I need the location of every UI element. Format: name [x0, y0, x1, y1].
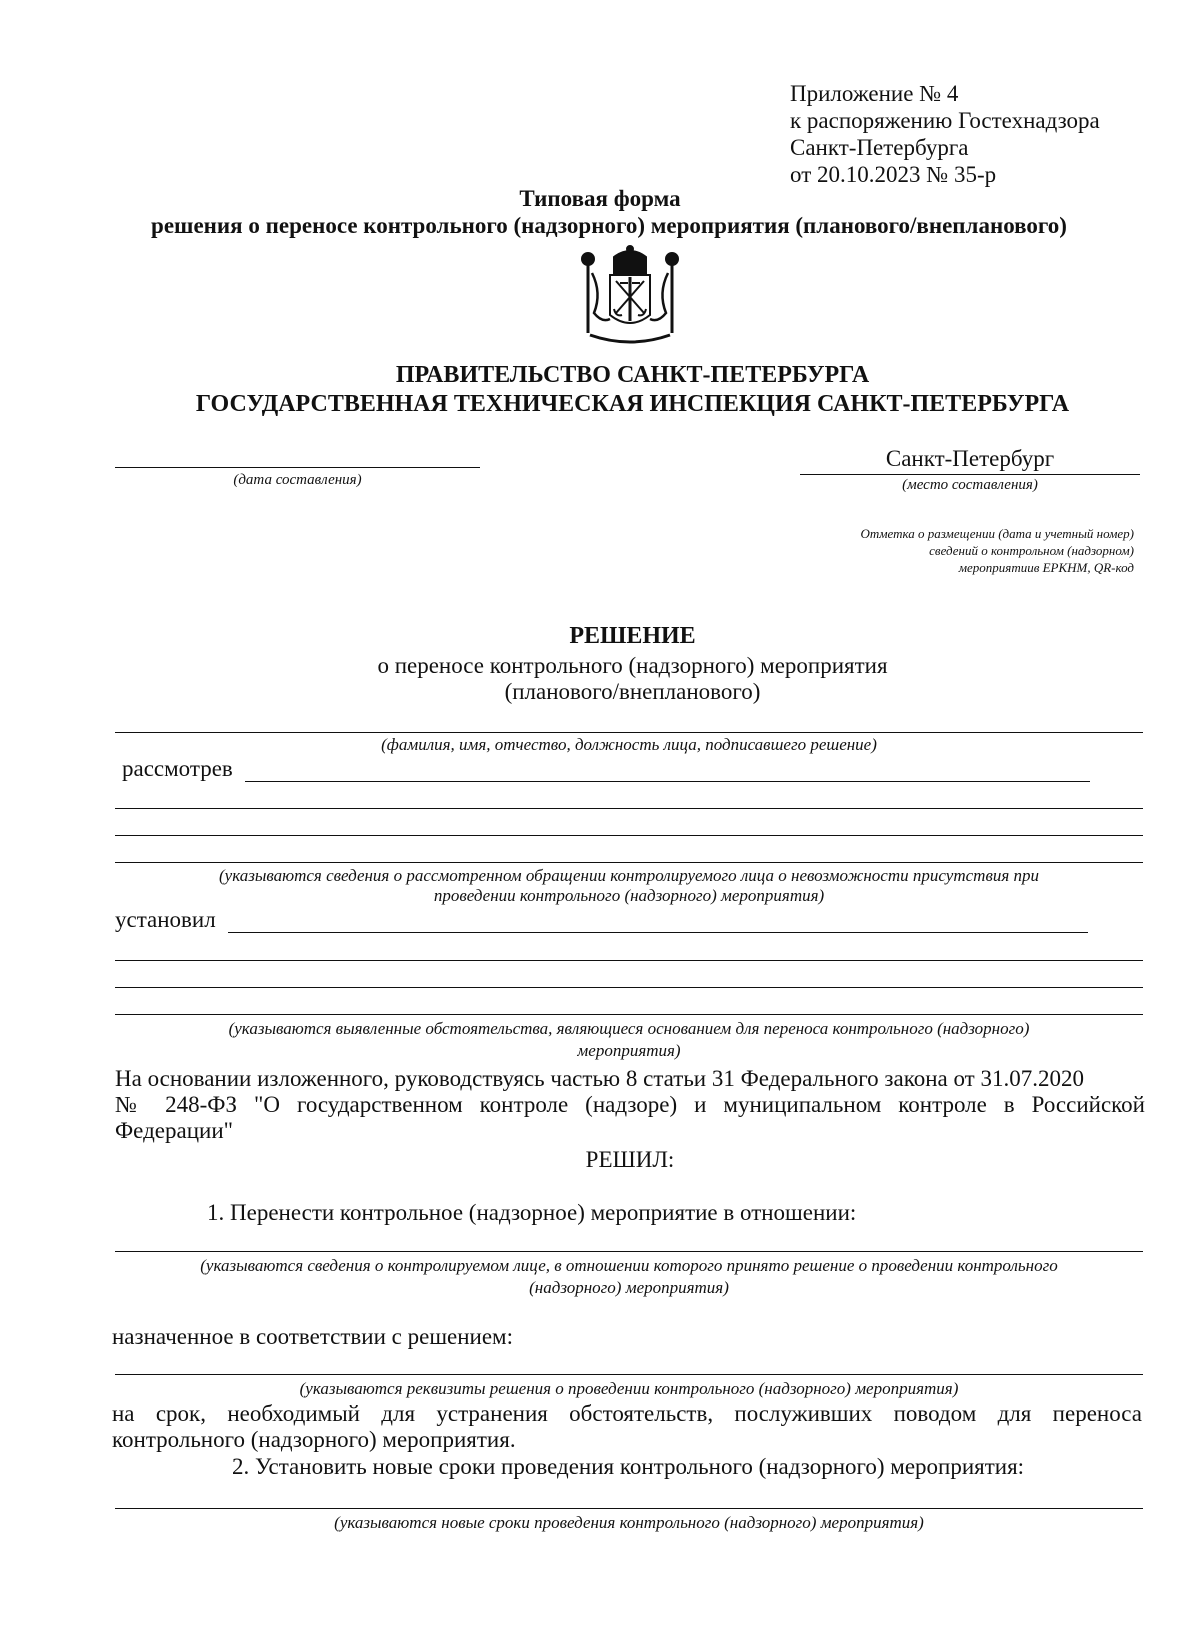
decision-subtitle-1: о переносе контрольного (надзорного) мероприятия — [377, 653, 888, 678]
circumstances-caption-line-1: (указываются выявленные обстоятельства, являющиеся основанием для переноса контрольного (надзорного) — [228, 1019, 1030, 1038]
person-line — [115, 1251, 1143, 1252]
considered-field-line-1 — [245, 781, 1090, 782]
basis-line-1: На основании изложенного, руководствуясь частью 8 статьи 31 Федерального закона от 31.07.2020 — [115, 1066, 1084, 1091]
requisites-caption: (указываются реквизиты решения о проведении контрольного (надзорного) мероприятия) — [299, 1379, 959, 1398]
considered-field-line-4 — [115, 862, 1143, 863]
place-line — [800, 474, 1140, 475]
appeal-caption-line-2: проведении контрольного (надзорного) мероприятия) — [433, 886, 825, 905]
term-line-1: на срок, необходимый для устранения обстоятельств, послуживших поводом для переноса — [112, 1401, 1142, 1426]
form-title-line-1: Типовая форма — [519, 186, 681, 211]
decided-heading: РЕШИЛ: — [585, 1147, 675, 1172]
considered-label: рассмотрев — [122, 756, 233, 781]
established-field-line-3 — [115, 987, 1143, 988]
erknm-note — [700, 525, 1134, 576]
established-field-line-1 — [228, 932, 1088, 933]
basis-line-3: Федерации" — [115, 1118, 234, 1143]
decision-subtitle-2: (планового/внепланового) — [504, 679, 761, 704]
date-line — [115, 467, 480, 468]
item-1: 1. Перенести контрольное (надзорное) мероприятие в отношении: — [207, 1200, 857, 1225]
signer-caption: (фамилия, имя, отчество, должность лица, подписавшего решение) — [381, 735, 877, 754]
requisites-line — [115, 1374, 1143, 1375]
erknm-note-line-2: сведений о контрольном (надзорном) — [929, 543, 1134, 558]
place-caption: (место составления) — [902, 477, 1038, 493]
established-field-line-4 — [115, 1014, 1143, 1015]
basis-paragraph — [115, 1066, 1145, 1144]
signer-line — [115, 732, 1143, 733]
circumstances-caption — [115, 1018, 1143, 1062]
established-label: установил — [115, 907, 216, 932]
basis-line-2: № 248-ФЗ "О государственном контроле (надзоре) и муниципальном контроле в Российской — [115, 1092, 1145, 1117]
item-2: 2. Установить новые сроки проведения контрольного (надзорного) мероприятия: — [232, 1454, 1025, 1479]
appendix-line-3: Санкт-Петербурга — [790, 135, 969, 160]
considered-field-line-2 — [115, 808, 1143, 809]
erknm-note-line-3: мероприятиив ЕРКНМ, QR-код — [958, 560, 1134, 575]
assigned-label: назначенное в соответствии с решением: — [112, 1324, 514, 1349]
appendix-line-1: Приложение № 4 — [790, 81, 959, 106]
person-caption-line-1: (указываются сведения о контролируемом лице, в отношении которого принято решение о проведении контрольного — [200, 1256, 1058, 1275]
appendix-block — [790, 80, 1170, 188]
new-terms-caption: (указываются новые сроки проведения контрольного (надзорного) мероприятия) — [334, 1513, 924, 1532]
new-terms-line — [115, 1508, 1143, 1509]
appendix-line-2: к распоряжению Гостехнадзора — [790, 108, 1100, 133]
place-value: Санкт-Петербург — [885, 446, 1055, 471]
appendix-line-4: от 20.10.2023 № 35-р — [790, 162, 997, 187]
government-line-1: ПРАВИТЕЛЬСТВО САНКТ-ПЕТЕРБУРГА — [395, 362, 870, 388]
person-caption — [115, 1255, 1143, 1299]
appeal-caption-line-1: (указываются сведения о рассмотренном обращении контролируемого лица о невозможности присутствия при — [218, 866, 1039, 885]
form-title-line-2: решения о переносе контрольного (надзорного) мероприятия (планового/внепланового) — [151, 213, 1067, 238]
appeal-caption — [115, 866, 1143, 906]
saint-petersburg-coat-of-arms-icon — [570, 243, 690, 348]
term-paragraph — [112, 1401, 1142, 1453]
date-caption: (дата составления) — [233, 472, 362, 488]
considered-field-line-3 — [115, 835, 1143, 836]
term-line-2: контрольного (надзорного) мероприятия. — [112, 1427, 516, 1452]
erknm-note-line-1: Отметка о размещении (дата и учетный номер) — [860, 526, 1134, 541]
person-caption-line-2: (надзорного) мероприятия) — [529, 1278, 729, 1297]
established-field-line-2 — [115, 960, 1143, 961]
decision-heading: РЕШЕНИЕ — [569, 623, 696, 649]
circumstances-caption-line-2: мероприятия) — [577, 1041, 681, 1060]
government-line-2: ГОСУДАРСТВЕННАЯ ТЕХНИЧЕСКАЯ ИНСПЕКЦИЯ САНКТ-ПЕТЕРБУРГА — [195, 391, 1070, 417]
